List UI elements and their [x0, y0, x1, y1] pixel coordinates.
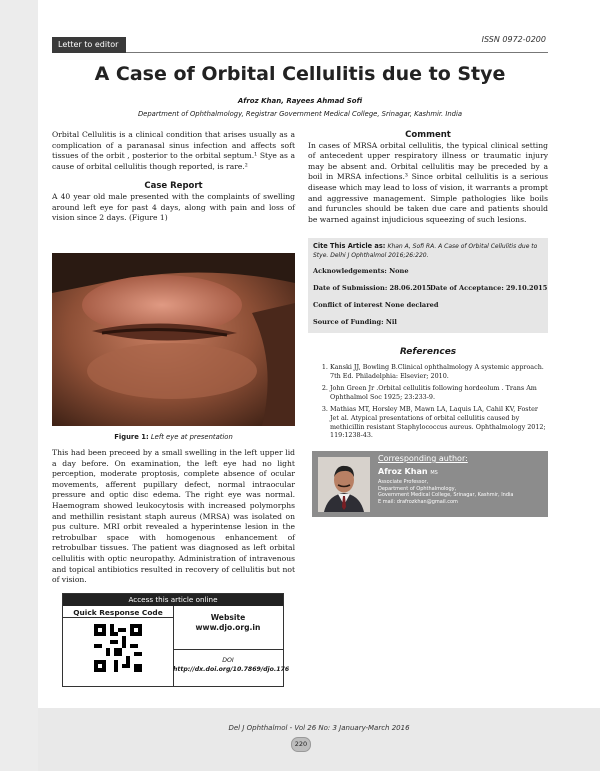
header-rule — [126, 52, 548, 53]
figure-caption-text: Left eye at presentation — [150, 433, 233, 441]
left-column-top — [52, 130, 295, 224]
website-cell — [173, 606, 290, 686]
left-column-body — [52, 448, 295, 586]
references-list — [308, 363, 548, 440]
right-column-comment — [308, 130, 548, 225]
funding-text: Source of Funding: Nil — [313, 318, 397, 326]
comment-heading: Comment — [405, 130, 451, 140]
page-number: 220 — [291, 737, 311, 752]
submission-date: Date of Submission: 28.06.2015 — [313, 284, 431, 292]
eye-photo-image — [52, 253, 295, 426]
cite-text: Khan A, Sofi RA. A Case of Orbital Cellulitis due to Stye. Delhi J Ophthalmol 2016;26:220. — [313, 243, 538, 259]
author-email[interactable]: E mail: drafrozkhan@gmail.com — [378, 498, 458, 505]
acceptance-date: Date of Acceptance: 29.10.2015 — [430, 284, 548, 292]
access-grid — [63, 606, 290, 686]
cite-label: Cite This Article as: — [313, 242, 386, 250]
comment-paragraph: In cases of MRSA orbital cellulitis, the typical clinical setting of antecedent upper respiratory illness or traumatic injury may be absent and. Orbital cellulitis may be preceded by a boil in MRSA infections.³ Since orbital cellulitis is a serious disease which may lead to loss of vision, it warrants a prompt and aggressive management. Simple pathologies like boils and furuncles should be taken due care and patients should be warned against injudicious squeezing of such lesions. — [308, 140, 548, 224]
left-margin-band — [0, 0, 38, 771]
conflict-row — [313, 301, 543, 310]
website-label: Website — [210, 613, 246, 622]
website-link[interactable]: www.djo.org.in — [195, 623, 261, 632]
author-role: Associate Professor, — [378, 479, 429, 485]
section-tag: Letter to editor — [52, 37, 126, 53]
author-name: Afroz Khan — [378, 467, 428, 476]
intro-paragraph: Orbital Cellulitis is a clinical condition that arises usually as a complication of a paranasal sinus infection and affects soft tissues of the orbit , posterior to the orbital septum.¹ Stye as a cause of orbital cellulitis though reported, is rare.² — [52, 130, 295, 171]
acknowledgements — [313, 267, 543, 276]
conflict-text: Conflict of interest None declared — [313, 301, 439, 309]
figure-caption — [52, 433, 295, 441]
article-title: A Case of Orbital Cellulitis due to Stye — [94, 63, 506, 85]
author-details — [378, 479, 513, 505]
references-heading: References — [399, 347, 457, 357]
article-authors: Afroz Khan, Rayees Ahmad Sofi — [237, 97, 363, 105]
doi-link[interactable]: http://dx.doi.org/10.7869/djo.176 — [173, 666, 290, 673]
access-online-box — [62, 593, 290, 687]
case-report-paragraph: A 40 year old male presented with the complaints of swelling around left eye for past 4 days, along with pain and loss of vision since 2 days. (Figure 1) — [52, 191, 295, 223]
article-affiliation: Department of Ophthalmology, Registrar Government Medical College, Srinagar, Kashmir. India — [137, 110, 463, 118]
cite-line — [313, 242, 543, 260]
qr-cell — [63, 606, 174, 686]
author-degree: MS — [430, 470, 438, 476]
doi-block — [173, 650, 290, 674]
author-portrait-image — [318, 457, 370, 512]
figure-eye-photo — [52, 253, 295, 426]
corresponding-author-box — [312, 451, 548, 517]
access-heading: Access this article online — [63, 594, 283, 606]
references-section — [308, 347, 548, 444]
corresponding-heading: Corresponding author: — [378, 454, 468, 463]
qr-code-icon[interactable] — [94, 624, 142, 672]
footer-journal: Del J Ophthalmol - Vol 26 No: 3 January-March 2016 — [228, 724, 410, 732]
dates-row — [313, 284, 548, 293]
cite-box — [308, 238, 548, 333]
author-dept: Department of Ophthalmology, — [378, 485, 457, 492]
reference-item: 3. Mathias MT, Horsley MB, Mawn LA, Laquis LA, Cahil KV, Foster Jet al. Atypical presentations of orbital cellulitis caused by methicillin resistant Staphylococcus aureus. Ophthalmology 2012; 119:1238-43. — [330, 405, 548, 439]
author-college: Government Medical College, Srinagar, Kashmir, India — [378, 492, 514, 498]
funding-row — [313, 318, 543, 327]
website-block — [173, 606, 283, 650]
doi-label: DOI — [222, 657, 234, 664]
author-photo — [318, 457, 370, 512]
author-name-line — [378, 467, 438, 476]
acknowledgements-text: Acknowledgements: None — [313, 267, 409, 275]
case-body-paragraph: This had been preceed by a small swelling in the left upper lid a day before. On examination, the left eye had no light perception, moderate proptosis, complete absence of ocular movements, afferent pupillary defect, normal intraocular pressure and optic disc edema. The right eye was normal. Haemogram showed leukocytosis with increased polymorphs and methillin resistant staph aureus (MRSA) was isolated on pus culture. MRI orbit revealed a hyperintense lesion in the retrobulbar space with homogenous enhancement of retrobulbar tissues. The patient was diagnosed as left orbital cellulitis with optic neuropathy. Administration of intravenous and topical antibiotics resulted in recovery of cellulitis but not of vision. — [52, 448, 295, 585]
reference-item: 1. Kanski JJ, Bowling B.Clinical ophthalmology A systemic approach. 7th Ed. Philadelphia: Elsevier; 2010. — [330, 363, 548, 380]
issn: ISSN 0972-0200 — [481, 35, 546, 44]
reference-item: 2. John Green Jr .Orbital cellulitis following hordeolum . Trans Am Ophthalmol Soc 1925; 23:233-9. — [330, 384, 548, 401]
figure-label: Figure 1: — [114, 433, 149, 441]
footer-band — [38, 708, 600, 771]
case-report-heading: Case Report — [144, 181, 203, 192]
qr-label: Quick Response Code — [63, 606, 173, 618]
